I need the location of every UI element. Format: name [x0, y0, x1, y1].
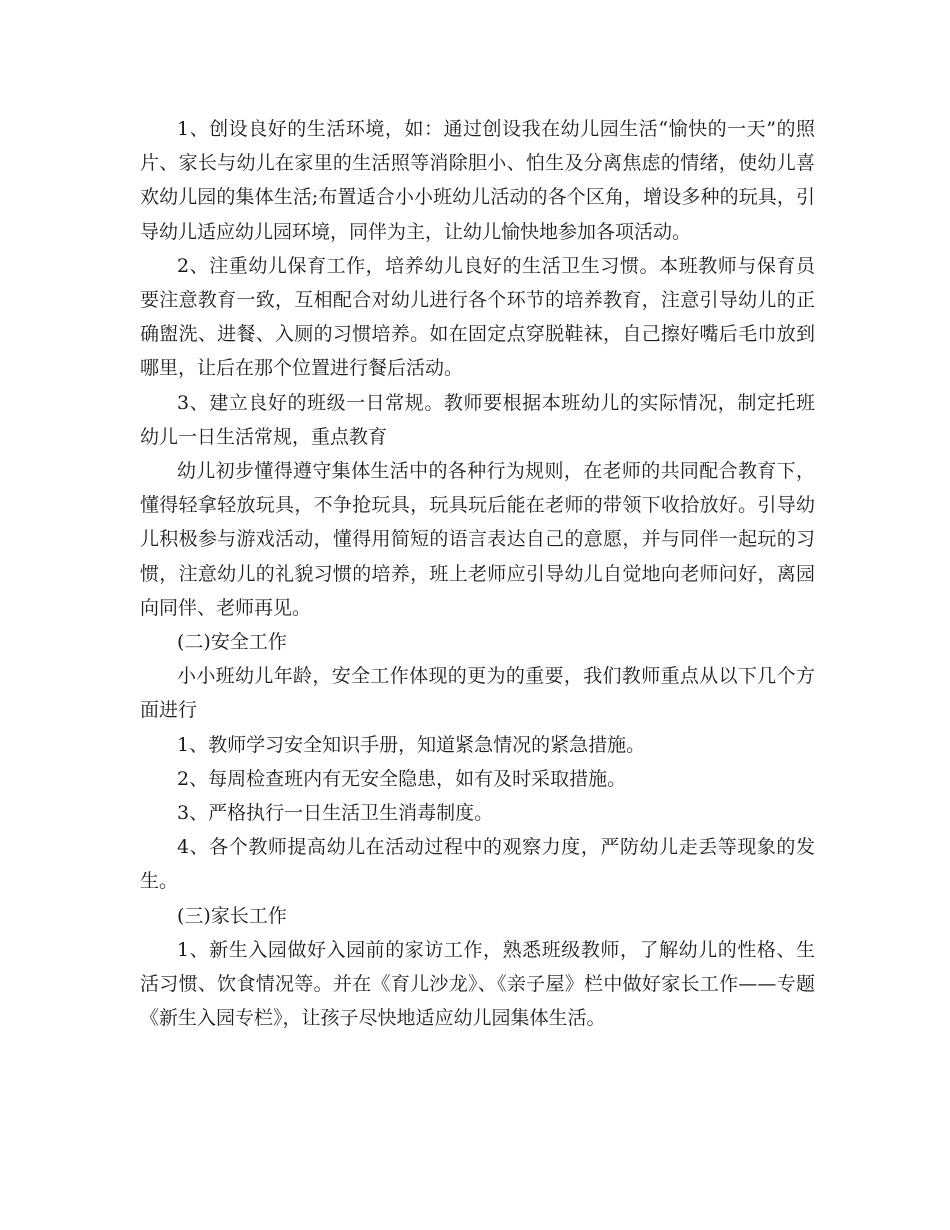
- paragraph-daily-routine: 3、建立良好的班级一日常规。教师要根据本班幼儿的实际情况，制定托班幼儿一日生活常规，重点教育: [140, 391, 815, 448]
- parents-item-1: 1、新生入园做好入园前的家访工作，熟悉班级教师，了解幼儿的性格、生活习惯、饮食情况等。并在《育儿沙龙》、《亲子屋》栏中做好家长工作——专题《新生入园专栏》，让孩子尽快地适应幼儿园集体生活。: [140, 938, 815, 1030]
- paragraph-safety-intro: 小小班幼儿年龄，安全工作体现的更为的重要，我们教师重点从以下几个方面进行: [140, 665, 815, 722]
- safety-item-2: 2、每周检查班内有无安全隐患，如有及时采取措施。: [177, 767, 627, 790]
- paragraph-childcare-hygiene: 2、注重幼儿保育工作，培养幼儿良好的生活卫生习惯。本班教师与保育员要注意教育一致，互相配合对幼儿进行各个环节的培养教育，注意引导幼儿的正确盥洗、进餐、入厕的习惯培养。如在固定点穿脱鞋袜，自己擦好嘴后毛巾放到哪里，让后在那个位置进行餐后活动。: [140, 254, 815, 380]
- safety-item-3: 3、严格执行一日生活卫生消毒制度。: [177, 802, 494, 825]
- paragraph-living-environment: 1、创设良好的生活环境，如：通过创设我在幼儿园生活“愉快的一天”的照片、家长与幼儿在家里的生活照等消除胆小、怕生及分离焦虑的情绪，使幼儿喜欢幼儿园的集体生活;布置适合小小班幼儿活动的各个区角，增设多种的玩具，引导幼儿适应幼儿园环境，同伴为主，让幼儿愉快地参加各项活动。: [140, 118, 815, 243]
- safety-item-4: 4、各个教师提高幼儿在活动过程中的观察力度，严防幼儿走丢等现象的发生。: [140, 836, 815, 893]
- safety-item-1: 1、教师学习安全知识手册，知道紧急情况的紧急措施。: [177, 733, 646, 756]
- section-heading-parents: (三)家长工作: [177, 904, 287, 927]
- section-heading-safety: (二)安全工作: [177, 631, 287, 654]
- document-body: [140, 112, 815, 1035]
- paragraph-behavior-rules: 幼儿初步懂得遵守集体生活中的各种行为规则，在老师的共同配合教育下，懂得轻拿轻放玩具，不争抢玩具，玩具玩后能在老师的带领下收拾放好。引导幼儿积极参与游戏活动，懂得用简短的语言表达自己的意愿，并与同伴一起玩的习惯，注意幼儿的礼貌习惯的培养，班上老师应引导幼儿自觉地向老师问好，离园向同伴、老师再见。: [140, 460, 815, 619]
